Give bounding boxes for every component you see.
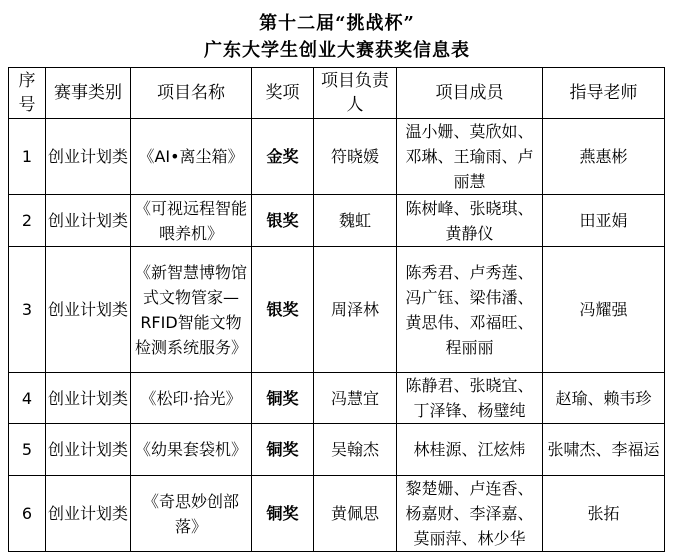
cell-category: 创业计划类 bbox=[46, 247, 131, 373]
header-no: 序号 bbox=[9, 68, 46, 119]
table-row bbox=[9, 373, 665, 424]
header-project: 项目名称 bbox=[131, 68, 252, 119]
cell-award: 铜奖 bbox=[252, 424, 314, 476]
table-row bbox=[9, 247, 665, 373]
cell-no: 4 bbox=[9, 373, 46, 424]
header-advisor: 指导老师 bbox=[543, 68, 665, 119]
table-row bbox=[9, 476, 665, 552]
cell-advisor: 燕惠彬 bbox=[543, 119, 665, 195]
cell-award: 银奖 bbox=[252, 247, 314, 373]
cell-award: 铜奖 bbox=[252, 476, 314, 552]
cell-award: 金奖 bbox=[252, 119, 314, 195]
cell-no: 3 bbox=[9, 247, 46, 373]
cell-advisor: 冯耀强 bbox=[543, 247, 665, 373]
cell-category: 创业计划类 bbox=[46, 424, 131, 476]
cell-members: 温小姗、莫欣如、邓琳、王瑜雨、卢丽慧 bbox=[397, 119, 543, 195]
header-award: 奖项 bbox=[252, 68, 314, 119]
cell-leader: 吴翰杰 bbox=[314, 424, 397, 476]
table-row bbox=[9, 119, 665, 195]
cell-category: 创业计划类 bbox=[46, 476, 131, 552]
cell-category: 创业计划类 bbox=[46, 195, 131, 247]
cell-advisor: 赵瑜、赖韦珍 bbox=[543, 373, 665, 424]
cell-project: 《幼果套袋机》 bbox=[131, 424, 252, 476]
cell-advisor: 田亚娟 bbox=[543, 195, 665, 247]
cell-category: 创业计划类 bbox=[46, 373, 131, 424]
cell-leader: 符晓媛 bbox=[314, 119, 397, 195]
award-info-table bbox=[8, 67, 665, 552]
cell-advisor: 张拓 bbox=[543, 476, 665, 552]
cell-project: 《可视远程智能喂养机》 bbox=[131, 195, 252, 247]
cell-members: 林桂源、江炫炜 bbox=[397, 424, 543, 476]
cell-category: 创业计划类 bbox=[46, 119, 131, 195]
header-leader: 项目负责人 bbox=[314, 68, 397, 119]
cell-leader: 冯慧宜 bbox=[314, 373, 397, 424]
document-title-line2: 广东大学生创业大赛获奖信息表 bbox=[204, 40, 470, 61]
cell-no: 2 bbox=[9, 195, 46, 247]
cell-members: 黎楚姗、卢连香、杨嘉财、李泽嘉、莫丽萍、林少华 bbox=[397, 476, 543, 552]
cell-award: 银奖 bbox=[252, 195, 314, 247]
cell-no: 1 bbox=[9, 119, 46, 195]
table-header-row bbox=[9, 68, 665, 119]
cell-advisor: 张啸杰、李福运 bbox=[543, 424, 665, 476]
document-title-line1: 第十二届“挑战杯” bbox=[259, 13, 415, 34]
cell-project: 《新智慧博物馆式文物管家—RFID智能文物检测系统服务》 bbox=[131, 247, 252, 373]
cell-award: 铜奖 bbox=[252, 373, 314, 424]
table-row bbox=[9, 424, 665, 476]
cell-leader: 周泽林 bbox=[314, 247, 397, 373]
cell-members: 陈静君、张晓宜、丁泽锋、杨璧纯 bbox=[397, 373, 543, 424]
cell-members: 陈秀君、卢秀莲、冯广钰、梁伟潘、黄思伟、邓福旺、程丽丽 bbox=[397, 247, 543, 373]
header-category: 赛事类别 bbox=[46, 68, 131, 119]
cell-project: 《AI•离尘箱》 bbox=[131, 119, 252, 195]
cell-no: 5 bbox=[9, 424, 46, 476]
cell-members: 陈树峰、张晓琪、黄静仪 bbox=[397, 195, 543, 247]
table-row bbox=[9, 195, 665, 247]
cell-project: 《松印·拾光》 bbox=[131, 373, 252, 424]
cell-leader: 黄佩思 bbox=[314, 476, 397, 552]
cell-project: 《奇思妙创部落》 bbox=[131, 476, 252, 552]
cell-leader: 魏虹 bbox=[314, 195, 397, 247]
cell-no: 6 bbox=[9, 476, 46, 552]
header-members: 项目成员 bbox=[397, 68, 543, 119]
